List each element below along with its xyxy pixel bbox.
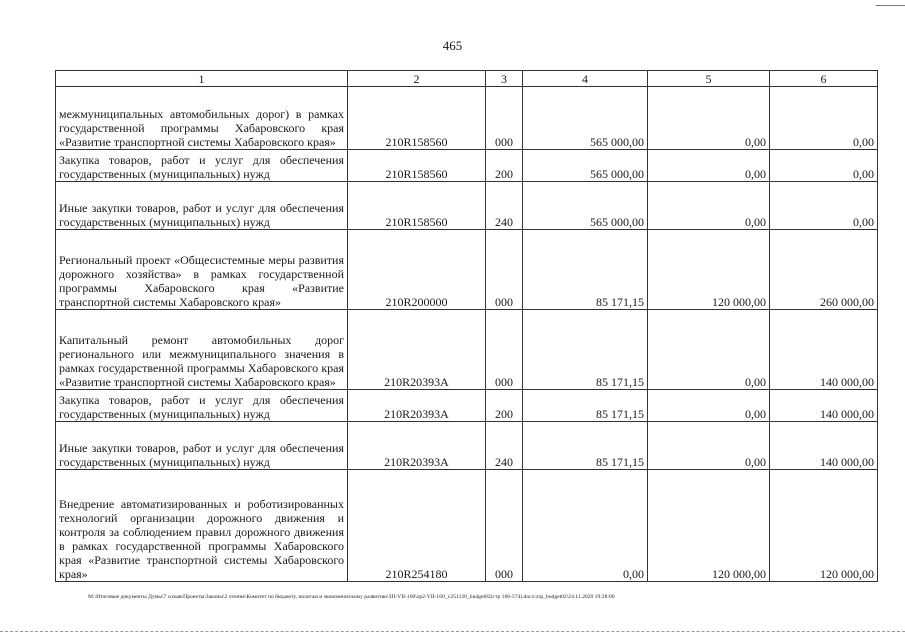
top-edge-rule <box>876 5 905 6</box>
amount-col-5: 0,00 <box>648 150 770 182</box>
amount-col-6: 140 000,00 <box>770 422 878 470</box>
expense-type-code: 240 <box>486 182 523 230</box>
row-name: Закупка товаров, работ и услуг для обеспечения государственных (муниципальных) нужд <box>56 390 348 422</box>
amount-col-6: 0,00 <box>770 87 878 150</box>
table-row <box>56 470 878 582</box>
amount-col-4: 85 171,15 <box>523 390 648 422</box>
column-header: 4 <box>523 71 648 87</box>
amount-col-5: 0,00 <box>648 390 770 422</box>
target-article-code: 210R20393A <box>348 310 486 390</box>
amount-col-4: 85 171,15 <box>523 230 648 310</box>
header-row <box>56 71 878 87</box>
table-row <box>56 390 878 422</box>
column-header: 6 <box>770 71 878 87</box>
amount-col-4: 565 000,00 <box>523 182 648 230</box>
expense-type-code: 200 <box>486 150 523 182</box>
target-article-code: 210R20393A <box>348 422 486 470</box>
table-row <box>56 230 878 310</box>
row-name: Иные закупки товаров, работ и услуг для обеспечения государственных (муниципальных) нужд <box>56 182 348 230</box>
amount-col-4: 85 171,15 <box>523 310 648 390</box>
expense-type-code: 000 <box>486 230 523 310</box>
expense-type-code: 000 <box>486 310 523 390</box>
amount-col-5: 120 000,00 <box>648 230 770 310</box>
amount-col-5: 0,00 <box>648 87 770 150</box>
page-number: 465 <box>442 38 463 53</box>
target-article-code: 210R254180 <box>348 470 486 582</box>
target-article-code: 210R20393A <box>348 390 486 422</box>
row-name: Капитальный ремонт автомобильных дорог регионального или межмуниципального значения в рамках государственной программы Хабаровского края «Развитие транспортной системы Хабаровского края» <box>56 310 348 390</box>
amount-col-6: 140 000,00 <box>770 390 878 422</box>
amount-col-6: 260 000,00 <box>770 230 878 310</box>
bottom-edge-rule <box>0 631 905 632</box>
table-row <box>56 150 878 182</box>
expense-type-code: 240 <box>486 422 523 470</box>
row-name: Иные закупки товаров, работ и услуг для обеспечения государственных (муниципальных) нужд <box>56 422 348 470</box>
target-article-code: 210R158560 <box>348 87 486 150</box>
column-header: 2 <box>348 71 486 87</box>
amount-col-4: 565 000,00 <box>523 87 648 150</box>
table-row <box>56 87 878 150</box>
column-header: 3 <box>486 71 523 87</box>
table-row <box>56 310 878 390</box>
budget-table <box>55 70 878 582</box>
amount-col-6: 0,00 <box>770 150 878 182</box>
amount-col-6: 120 000,00 <box>770 470 878 582</box>
target-article-code: 210R200000 <box>348 230 486 310</box>
row-name: Закупка товаров, работ и услуг для обеспечения государственных (муниципальных) нужд <box>56 150 348 182</box>
amount-col-6: 0,00 <box>770 182 878 230</box>
column-header: 5 <box>648 71 770 87</box>
expense-type-code: 000 <box>486 470 523 582</box>
amount-col-5: 0,00 <box>648 422 770 470</box>
target-article-code: 210R158560 <box>348 182 486 230</box>
column-header: 1 <box>56 71 348 87</box>
amount-col-5: 0,00 <box>648 182 770 230</box>
amount-col-6: 140 000,00 <box>770 310 878 390</box>
expense-type-code: 200 <box>486 390 523 422</box>
table-row <box>56 182 878 230</box>
amount-col-5: 0,00 <box>648 310 770 390</box>
row-name: межмуниципальных автомобильных дорог) в рамках государственной программы Хабаровского края «Развитие транспортной системы Хабаровского края» <box>56 87 348 150</box>
table-row <box>56 422 878 470</box>
amount-col-5: 120 000,00 <box>648 470 770 582</box>
amount-col-4: 0,00 <box>523 470 648 582</box>
target-article-code: 210R158560 <box>348 150 486 182</box>
row-name: Региональный проект «Общесистемные меры развития дорожного хозяйства» в рамках государственной программы Хабаровского края «Развитие транспортной системы Хабаровского края» <box>56 230 348 310</box>
expense-type-code: 000 <box>486 87 523 150</box>
amount-col-4: 565 000,00 <box>523 150 648 182</box>
amount-col-4: 85 171,15 <box>523 422 648 470</box>
document-file-path: M:\Итоговые документы Думы\7 созыв\Проекты\Законы\2 чтение\Комитет по бюджету, налогам и экономическому развитию\ЗП-VII-160\zp2-VII-160_v251120_budget02(стр 166-574).docx\zrp_budget02\24.11.2020 19:28:00 <box>88 594 615 600</box>
row-name: Внедрение автоматизированных и роботизированных технологий организации дорожного движения и контроля за соблюдением правил дорожного движения в рамках государственной программы Хабаровского края «Развитие транспортной системы Хабаровского края» <box>56 470 348 582</box>
